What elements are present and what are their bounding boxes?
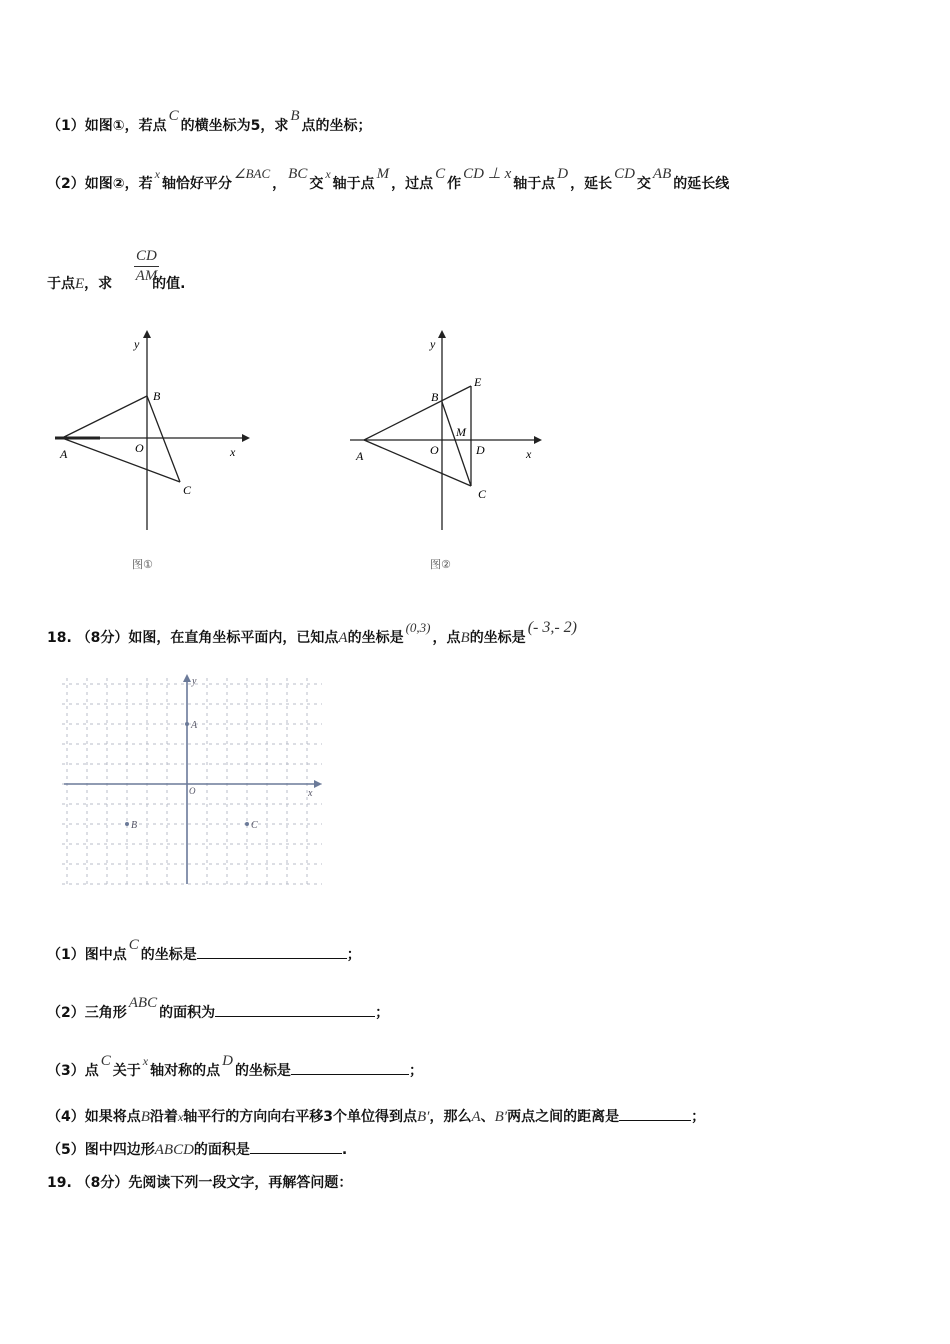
- segment-ac: [364, 440, 471, 486]
- q17-part1: [47, 108, 372, 136]
- label-o: O: [189, 786, 196, 796]
- text: 交: [636, 176, 651, 192]
- text: 作: [447, 176, 462, 192]
- text: 的横坐标为5，求: [180, 118, 289, 134]
- label-o: O: [430, 443, 439, 457]
- label-b: B: [131, 820, 138, 831]
- text: 、: [480, 1109, 495, 1125]
- text: 的延长线: [673, 176, 730, 192]
- label-c: C: [251, 820, 258, 831]
- grid-figure: [60, 672, 330, 890]
- answer-blank[interactable]: [197, 944, 347, 959]
- text: ，过点: [391, 176, 434, 192]
- y-arrow-icon: [183, 674, 191, 682]
- math-d: D: [557, 166, 569, 182]
- grid-lines: [62, 678, 322, 884]
- text: （1）如图①，若点: [47, 118, 167, 134]
- text: 18. （8分）如图，在直角坐标平面内，已知点: [47, 630, 339, 646]
- label-y: y: [430, 337, 436, 351]
- text: （3）点: [47, 1063, 99, 1079]
- q19-stem: 19. （8分）先阅读下列一段文字，再解答问题：: [47, 1175, 353, 1191]
- text: （2）如图②，若: [47, 176, 153, 192]
- label-a: A: [191, 720, 198, 731]
- label-y: y: [134, 337, 140, 351]
- label-m: M: [456, 425, 466, 439]
- math-b: B: [460, 630, 470, 646]
- math-c: C: [168, 108, 179, 124]
- answer-blank[interactable]: [215, 1002, 375, 1017]
- label-c: C: [183, 483, 192, 497]
- fraction-cd-over-am: [134, 248, 159, 285]
- segment-ae: [364, 386, 471, 440]
- y-arrow-icon: [438, 330, 446, 338]
- figure-1: [50, 330, 260, 580]
- text: 交: [309, 176, 324, 192]
- text: 关于: [112, 1063, 141, 1079]
- q18-sub4: [47, 1106, 705, 1127]
- text: 沿着: [149, 1109, 178, 1125]
- q18-sub3: [47, 1053, 423, 1081]
- math-angle-bac: ∠BAC: [233, 166, 271, 181]
- label-a: A: [60, 447, 68, 461]
- math-a: A: [338, 630, 348, 646]
- q18-stem: [47, 619, 579, 648]
- text: ；: [346, 947, 361, 963]
- text: ；: [375, 1005, 390, 1021]
- answer-blank[interactable]: [619, 1106, 691, 1121]
- math-x: x: [177, 1110, 184, 1124]
- math-d: D: [222, 1053, 233, 1069]
- point-a: [185, 722, 189, 726]
- fraction-numerator: CD: [134, 248, 159, 267]
- q17-part2: [47, 166, 730, 194]
- label-x: x: [230, 445, 236, 459]
- math-c: C: [128, 937, 139, 953]
- text: ，: [272, 176, 287, 192]
- label-a: A: [356, 449, 364, 463]
- answer-blank[interactable]: [250, 1139, 342, 1154]
- math-abcd: ABCD: [154, 1142, 194, 1158]
- label-d: D: [476, 443, 485, 457]
- text: ；: [408, 1063, 423, 1079]
- figure-1-caption: 图①: [132, 558, 153, 571]
- label-x: x: [526, 447, 532, 461]
- text: 轴对称的点: [150, 1063, 221, 1079]
- segment-ab: [62, 396, 147, 438]
- point-c: [245, 822, 249, 826]
- text: 的坐标是: [469, 630, 526, 646]
- coord-b: (- 3,- 2): [527, 619, 577, 636]
- x-arrow-icon: [534, 436, 542, 444]
- text: ；: [691, 1109, 706, 1125]
- math-x: x: [325, 167, 331, 181]
- text: 点的坐标；: [301, 118, 372, 134]
- text: （1）图中点: [47, 947, 127, 963]
- figure-2-caption: 图②: [430, 558, 451, 571]
- math-x: x: [142, 1054, 149, 1068]
- text: 的面积为: [159, 1005, 216, 1021]
- math-cd: CD: [614, 166, 635, 182]
- label-o: O: [135, 441, 144, 455]
- text: 的坐标是: [347, 630, 404, 646]
- math-b: B: [140, 1109, 150, 1125]
- y-arrow-icon: [143, 330, 151, 338]
- label-b: B: [153, 389, 161, 403]
- math-b: B: [290, 108, 300, 124]
- math-ab: AB: [652, 166, 672, 182]
- point-b: [125, 822, 129, 826]
- q18-sub1: [47, 937, 361, 965]
- q18-sub2: [47, 995, 390, 1023]
- math-a: A: [471, 1109, 481, 1125]
- label-b: B: [431, 390, 439, 404]
- text: 的值.: [152, 276, 186, 292]
- segment-bc: [147, 396, 180, 482]
- segment-ac: [62, 438, 180, 482]
- figure-2: [346, 330, 556, 580]
- math-abc: ABC: [128, 995, 158, 1011]
- math-c: C: [100, 1053, 111, 1069]
- text: 的面积是: [193, 1142, 250, 1158]
- label-c: C: [478, 487, 487, 501]
- math-cd-perp-x: CD ⊥ x: [463, 166, 512, 182]
- label-x: x: [308, 788, 313, 799]
- text: 轴于点: [332, 176, 375, 192]
- q17-part2-line2: [47, 274, 186, 294]
- text: ，点: [432, 630, 461, 646]
- text: 两点之间的距离是: [507, 1109, 620, 1125]
- x-arrow-icon: [314, 780, 322, 788]
- text: 于点: [47, 276, 75, 292]
- answer-blank[interactable]: [291, 1060, 409, 1075]
- label-y: y: [192, 676, 197, 687]
- text: 轴于点: [513, 176, 556, 192]
- math-x: x: [154, 167, 160, 181]
- math-c: C: [435, 166, 446, 182]
- text: （2）三角形: [47, 1005, 127, 1021]
- math-e: E: [75, 276, 85, 292]
- math-b-prime: B′: [417, 1109, 430, 1125]
- text: 轴平行的方向向右平移3个单位得到点: [183, 1109, 417, 1125]
- math-b-prime: B′: [494, 1109, 508, 1125]
- q18-sub5: [47, 1139, 347, 1160]
- x-arrow-icon: [242, 434, 250, 442]
- coord-a: (0,3): [405, 620, 431, 635]
- text: （4）如果将点: [47, 1109, 141, 1125]
- text: .: [341, 1142, 348, 1158]
- text: 轴恰好平分: [161, 176, 232, 192]
- fraction-denominator: AM: [135, 268, 158, 284]
- text: ，那么: [429, 1109, 472, 1125]
- text: 的坐标是: [140, 947, 197, 963]
- text: 的坐标是: [234, 1063, 291, 1079]
- math-m: M: [376, 166, 390, 182]
- text: （5）图中四边形: [47, 1142, 155, 1158]
- segment-bc: [442, 402, 471, 486]
- text: ，延长: [570, 176, 613, 192]
- text: ，求: [84, 276, 113, 292]
- label-e: E: [474, 375, 482, 389]
- math-bc: BC: [288, 166, 308, 182]
